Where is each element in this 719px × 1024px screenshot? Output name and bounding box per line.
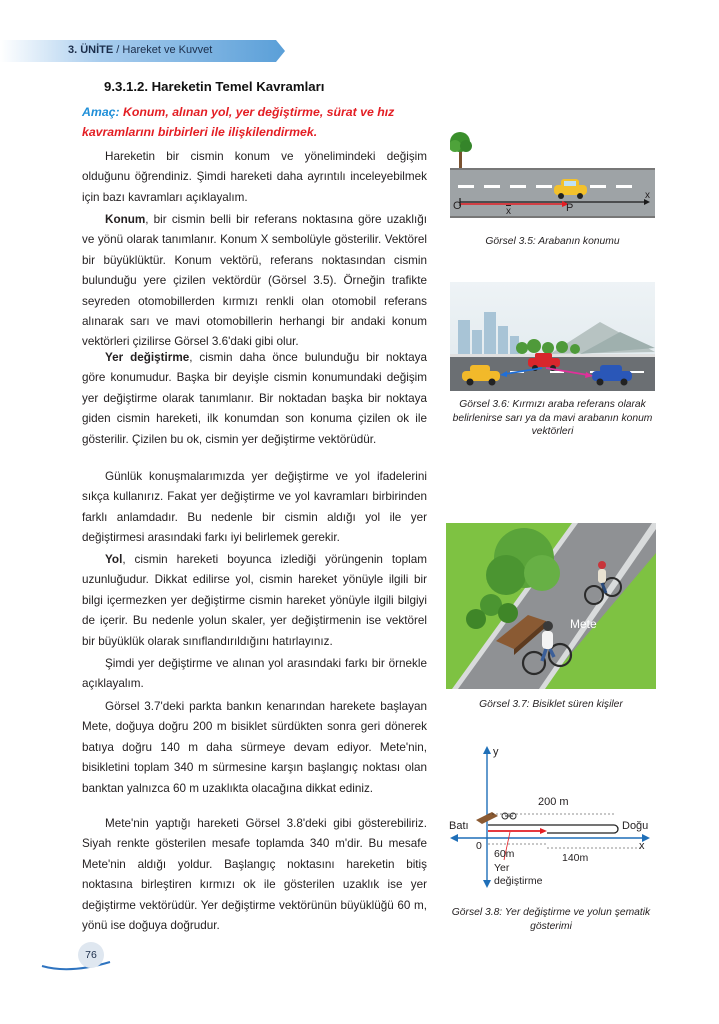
term-konum: Konum [105,213,146,226]
aim-block [82,102,432,142]
car-position-illustration [450,122,655,226]
page-number: 76 [78,942,104,968]
paragraph-gunluk: Günlük konuşmalarımızda yer değiştirme ve yol ifadelerini sıkça kullanırız. Fakat yer değiştirme ve yol kavramları birbirinden farklı anlamdadır. Bu nedenle bir cismin aldığı yol ile yer değiştirmesi arasındaki farkı iyi belirlemek gerekir. [82,470,427,545]
label-p: P [566,202,574,214]
aim-text: Konum, alınan yol, yer değiştirme, sürat ve hız kavramlarını birbirleri ile ilişkilendirmek. [82,105,395,139]
label-60m: 60m [494,848,515,860]
paragraph-konum [82,210,427,353]
label-west: Batı [449,820,469,832]
figure-3-6 [450,282,655,391]
paragraph-yer-degistirme-text: , cismin daha önce bulunduğu bir noktaya göre konumudur. Başka bir deyişle cismin konumundaki değişim yer değiştirme olarak tanımlanır. Bir noktadan başka bir noktaya giden cismin hareketi, ilk konumdan son konuma çizilen ok ile gösterilir. Çizilen bu ok, cismin yer değiştirme vektörüdür. [82,351,427,446]
label-origin: 0 [476,840,482,852]
unit-header [68,44,212,56]
caption-3-8: Görsel 3.8: Yer değiştirme ve yolun şematik gösterimi [451,907,651,932]
figure-3-5 [450,122,655,226]
paragraph-ornek: Şimdi yer değiştirme ve alınan yol arasındaki farkı bir örnekle açıklayalım. [82,657,427,691]
label-east: Doğu [622,820,649,832]
section-title: 9.3.1.2. Hareketin Temel Kavramları [104,79,325,94]
label-x-axis-3-8: x [639,840,645,852]
label-200m: 200 m [538,796,569,808]
label-o: O [453,200,462,212]
label-x-axis: x [645,190,650,201]
label-mete: Mete [570,617,597,631]
paragraph-yol [82,550,427,652]
aim-label: Amaç: [82,105,120,119]
paragraph-konum-text: , bir cismin belli bir referans noktasına göre uzaklığı ve yönü olarak tanımlanır. Konum X sembolüyle gösterilir. Vektörel bir büyüklüktür. Konum vektörü, referans noktasından cismin bulunduğu yere çizilen vektördür (Görsel 3.5). Örneğin trafikte seyreden otomobillerden kırmızı renkli olan otomobil referans alınarak sarı ve mavi otomobillerin herhangi bir andaki konum vektörleri çizilirse Görsel 3.6'daki gibi olur. [82,213,427,349]
paragraph-mete: Mete'nin yaptığı hareketi Görsel 3.8'deki gibi gösterebiliriz. Siyah renkte gösterilen mesafe toplamda 340 m'dir. Bu mesafe Mete'nin aldığı yoldur. Başlangıç noktasını hareketin bitiş noktasına birleştiren kırmızı ok ile gösterilen uzaklık ise yer değiştirme vektörüdür. Yer değiştirme vektörünün büyüklüğü 60 m, yönü ise doğuya doğrudur. [82,817,427,933]
paragraph-intro: Hareketin bir cismin konum ve yönelimindeki değişim olduğunu öğrendiniz. Şimdi hareketi daha ayrıntılı inceleyebilmek için bazı kavramları açıklayalım. [82,150,427,204]
figure-3-7 [446,523,656,689]
label-displacement-line1: Yer [494,862,510,874]
paragraph-yer-degistirme [82,348,427,450]
unit-subject: / Hareket ve Kuvvet [116,44,213,56]
park-cyclists-illustration [446,523,656,689]
unit-number: 3. ÜNİTE [68,44,114,56]
label-140m: 140m [562,852,589,864]
paragraph-yol-text: , cismin hareketi boyunca izlediği yörüngenin toplam uzunluğudur. Dikkat edilirse yol, cismin hareket yönüyle ilgili bir bilgi içermezken yer değiştirme cismin hareket yönüyle ilgili bilgiyi de içerir. Bu nedenle yolun skaler, yer değiştirmenin ise vektörel bir büyüklük olarak sınıflandırıldığını hatırlayınız. [82,553,427,648]
label-position-vector: $\overline{x}$ [506,206,511,217]
label-y-axis: y [493,746,499,758]
caption-3-5: Görsel 3.5: Arabanın konumu [485,236,620,247]
caption-3-7: Görsel 3.7: Bisiklet süren kişiler [479,699,623,710]
label-displacement-line2: değiştirme [494,875,543,887]
figure-3-8 [446,742,656,894]
displacement-diagram [446,742,656,894]
traffic-cars-illustration [450,282,655,391]
term-yer-degistirme: Yer değiştirme [105,351,190,364]
caption-3-6: Görsel 3.6: Kırmızı araba referans olarak belirlenirse sarı ya da mavi arabanın konum vektörleri [452,399,653,437]
term-yol: Yol [105,553,123,566]
paragraph-park: Görsel 3.7'deki parkta bankın kenarından harekete başlayan Mete, doğuya doğru 200 m bisiklet sürdükten sonra geri dönerek batıya doğru 140 m daha sürmeye devam ediyor. Mete'nin, bisikletini toplam 340 m sürmesine karşın başlangıç noktası olan banktan yalnızca 60 m uzaklıkta olacağına dikkat ediniz. [82,700,427,795]
